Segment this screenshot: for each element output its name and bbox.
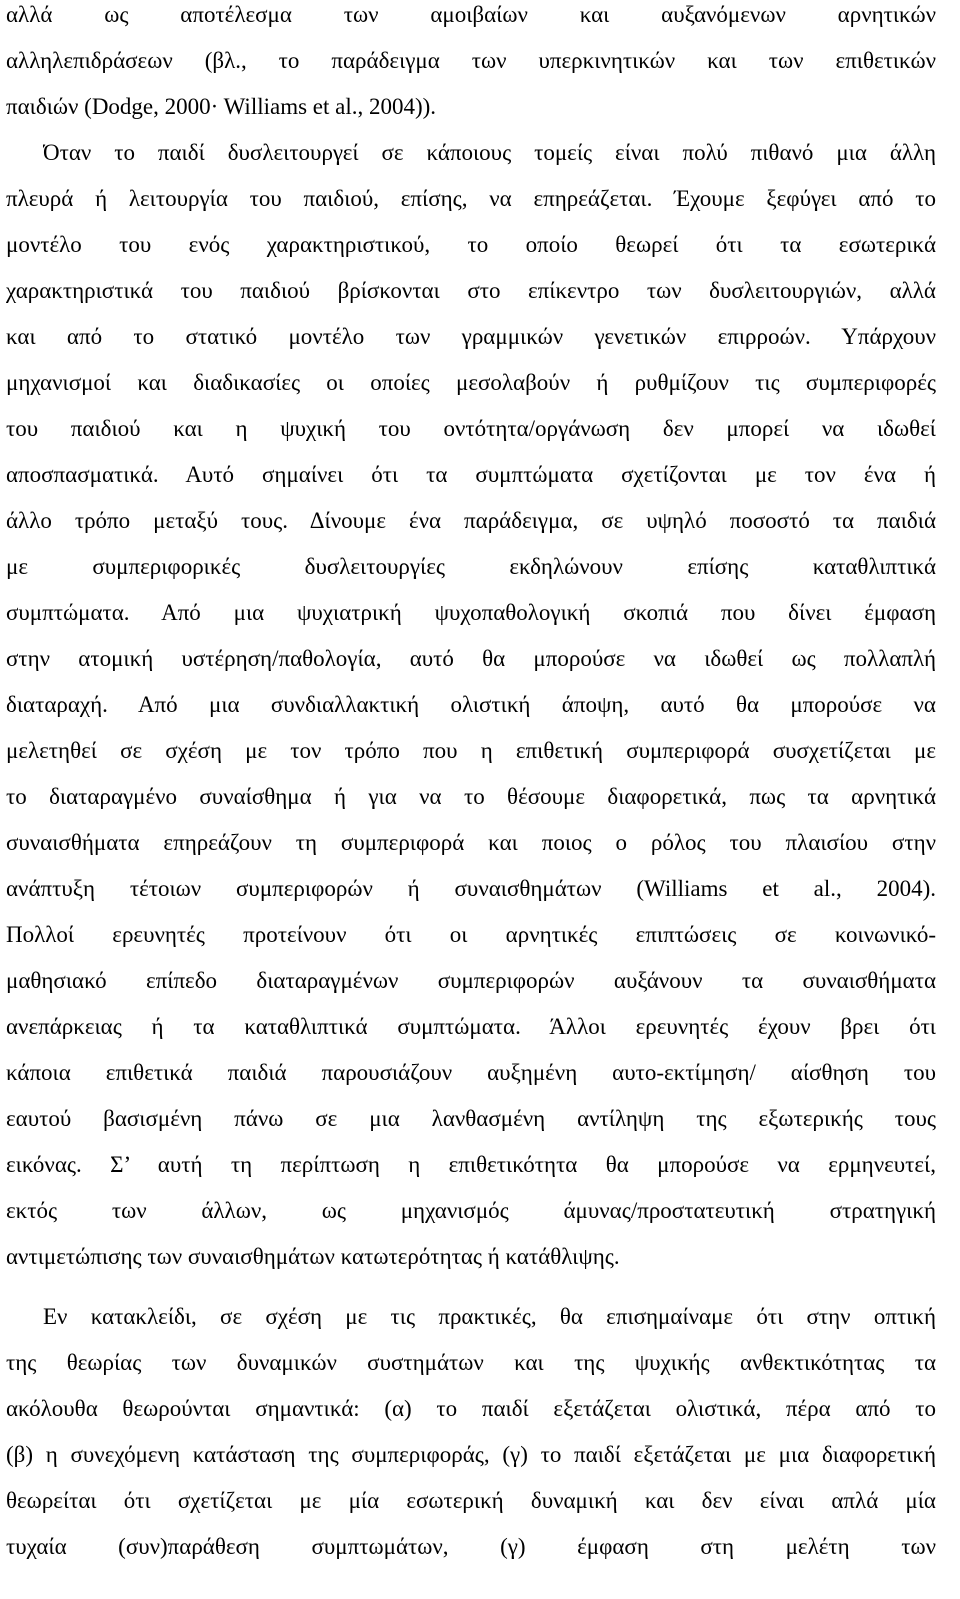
text-line: τυχαία (συν)παράθεση συμπτωμάτων, (γ) έμφαση στη μελέτη των [6,1534,936,1559]
text-line: αντιμετώπισης των συναισθημάτων κατωτερότητας ή κατάθλιψης. [6,1244,620,1269]
text-line: κάποια επιθετικά παιδιά παρουσιάζουν αυξημένη αυτο-εκτίμηση/ αίσθηση του [6,1060,936,1085]
text-line: αλλά ως αποτέλεσμα των αμοιβαίων και αυξανόμενων αρνητικών [6,2,936,27]
text-line: (β) η συνεχόμενη κατάσταση της συμπεριφοράς, (γ) το παιδί εξετάζεται με μια διαφορετική [6,1442,936,1467]
text-line: Εν κατακλείδι, σε σχέση με τις πρακτικές, θα επισημαίναμε ότι στην οπτική [43,1304,936,1329]
text-line: εκτός των άλλων, ως μηχανισμός άμυνας/προστατευτική στρατηγική [6,1198,936,1223]
text-line: με συμπεριφορικές δυσλειτουργίες εκδηλώνουν επίσης καταθλιπτικά [6,554,936,579]
text-line: του παιδιού και η ψυχική του οντότητα/οργάνωση δεν μπορεί να ιδωθεί [6,416,936,441]
text-line: συναισθήματα επηρεάζουν τη συμπεριφορά και ποιος ο ρόλος του πλαισίου στην [6,830,936,855]
text-line: αλληλεπιδράσεων (βλ., το παράδειγμα των υπερκινητικών και των επιθετικών [6,48,936,73]
text-line: ακόλουθα θεωρούνται σημαντικά: (α) το παιδί εξετάζεται ολιστικά, πέρα από το [6,1396,936,1421]
text-line: συμπτώματα. Από μια ψυχιατρική ψυχοπαθολογική σκοπιά που δίνει έμφαση [6,600,936,625]
text-line: εαυτού βασισμένη πάνω σε μια λανθασμένη αντίληψη της εξωτερικής τους [6,1106,936,1131]
text-line: θεωρείται ότι σχετίζεται με μία εσωτερική δυναμική και δεν είναι απλά μία [6,1488,936,1513]
text-line: αποσπασματικά. Αυτό σημαίνει ότι τα συμπτώματα σχετίζονται με τον ένα ή [6,462,936,487]
text-line: ανάπτυξη τέτοιων συμπεριφορών ή συναισθημάτων (Williams et al., 2004). [6,876,936,901]
text-line: στην ατομική υστέρηση/παθολογία, αυτό θα μπορούσε να ιδωθεί ως πολλαπλή [6,646,936,671]
text-line: το διαταραγμένο συναίσθημα ή για να το θέσουμε διαφορετικά, πως τα αρνητικά [6,784,936,809]
text-line: χαρακτηριστικά του παιδιού βρίσκονται στο επίκεντρο των δυσλειτουργιών, αλλά [6,278,936,303]
text-line: μοντέλο του ενός χαρακτηριστικού, το οποίο θεωρεί ότι τα εσωτερικά [6,232,936,257]
text-line: και από το στατικό μοντέλο των γραμμικών γενετικών επιρροών. Υπάρχουν [6,324,936,349]
text-line: άλλο τρόπο μεταξύ τους. Δίνουμε ένα παράδειγμα, σε υψηλό ποσοστό τα παιδιά [6,508,936,533]
text-line: μελετηθεί σε σχέση με τον τρόπο που η επιθετική συμπεριφορά συσχετίζεται με [6,738,936,763]
text-line: διαταραχή. Από μια συνδιαλλακτική ολιστική άποψη, αυτό θα μπορούσε να [6,692,936,717]
text-line: ανεπάρκειας ή τα καταθλιπτικά συμπτώματα. Άλλοι ερευνητές έχουν βρει ότι [6,1014,936,1039]
text-line: μαθησιακό επίπεδο διαταραγμένων συμπεριφορών αυξάνουν τα συναισθήματα [6,968,936,993]
text-line: πλευρά ή λειτουργία του παιδιού, επίσης, να επηρεάζεται. Έχουμε ξεφύγει από το [6,186,936,211]
text-line: της θεωρίας των δυναμικών συστημάτων και της ψυχικής ανθεκτικότητας τα [6,1350,936,1375]
text-line: Πολλοί ερευνητές προτείνουν ότι οι αρνητικές επιπτώσεις σε κοινωνικό- [6,922,936,947]
text-line: εικόνας. Σ’ αυτή τη περίπτωση η επιθετικότητα θα μπορούσε να ερμηνευτεί, [6,1152,936,1177]
text-line: παιδιών (Dodge, 2000· Williams et al., 2004)). [6,94,437,119]
text-line: μηχανισμοί και διαδικασίες οι οποίες μεσολαβούν ή ρυθμίζουν τις συμπεριφορές [6,370,936,395]
text-line: Όταν το παιδί δυσλειτουργεί σε κάποιους τομείς είναι πολύ πιθανό μια άλλη [43,140,936,165]
